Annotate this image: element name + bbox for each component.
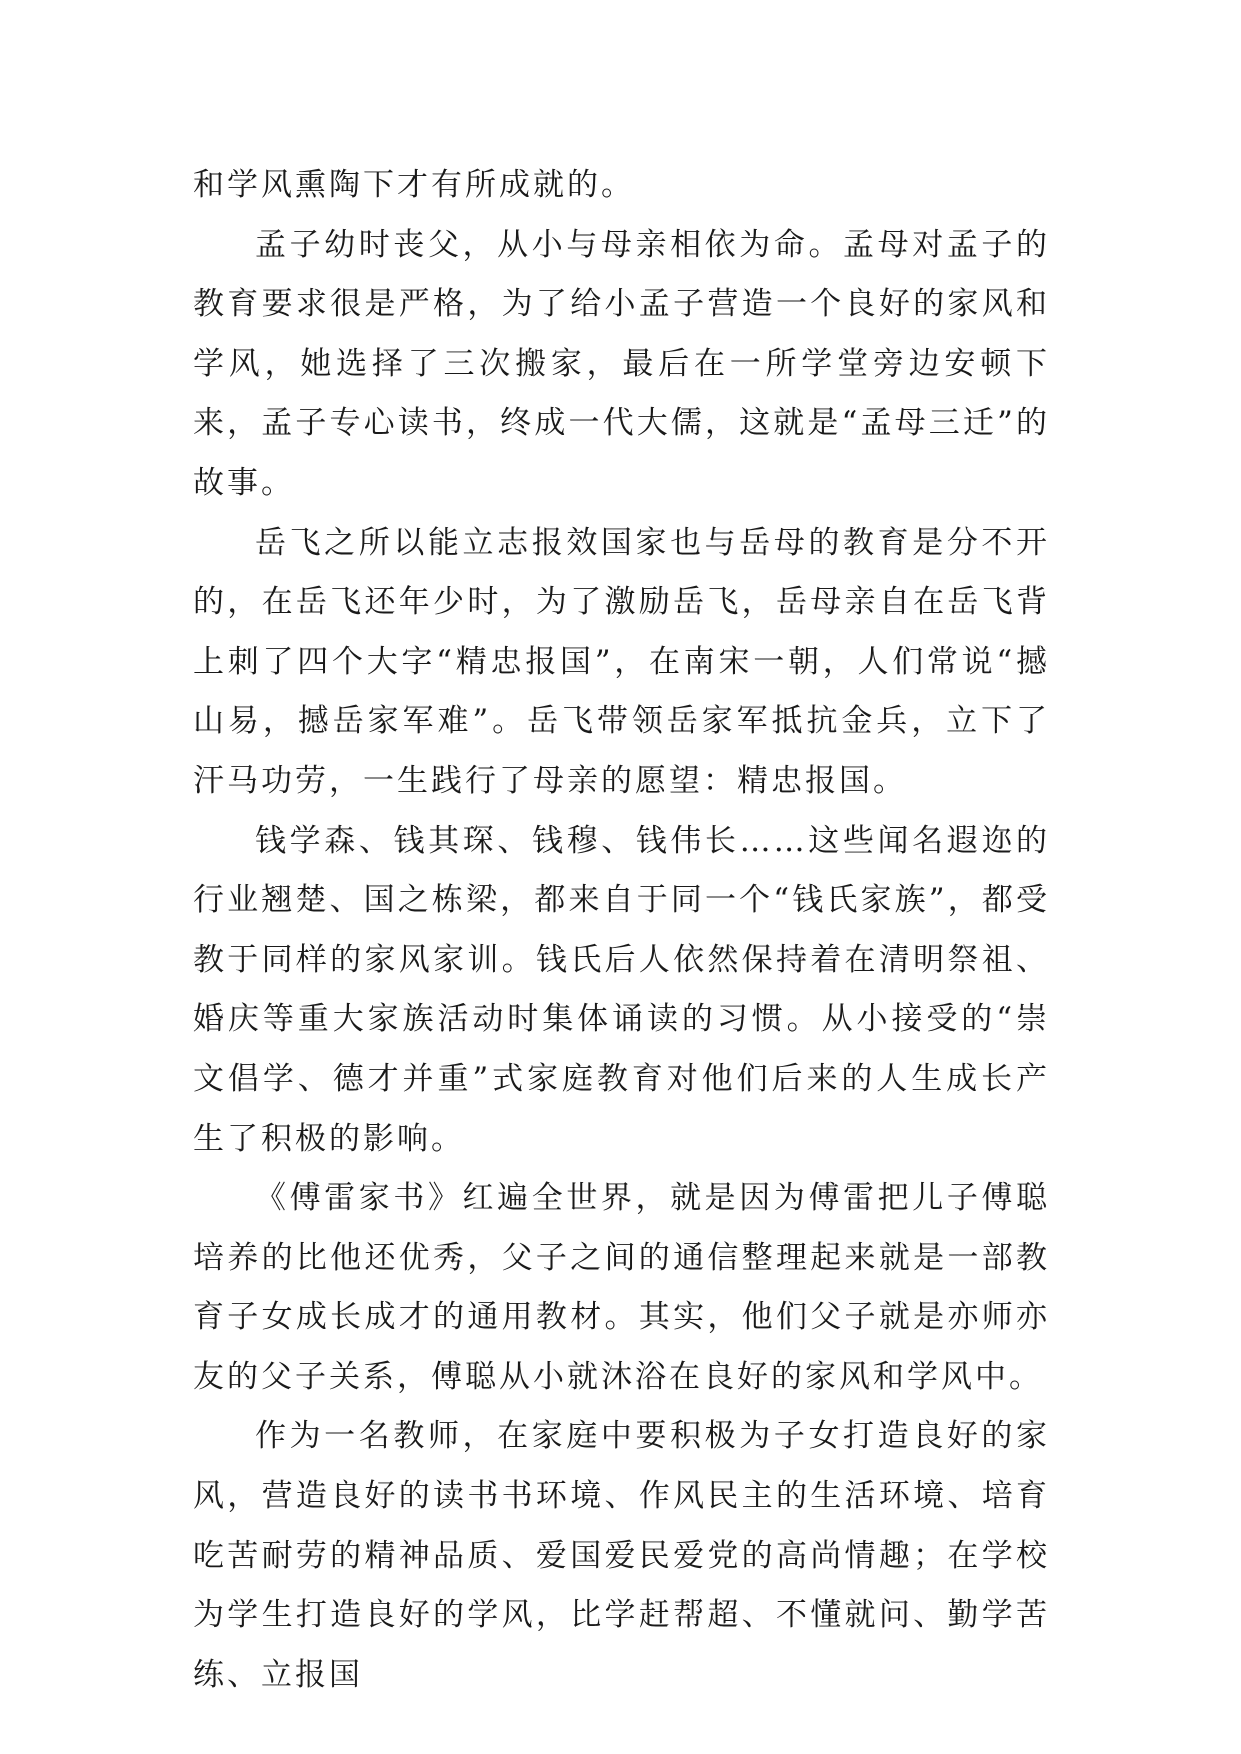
paragraph-continuation: 和学风熏陶下才有所成就的。 bbox=[193, 167, 635, 203]
paragraph-qian-family: 钱学森、钱其琛、钱穆、钱伟长……这些闻名遐迩的行业翘楚、国之栋梁，都来自于同一个“钱氏家族”，都受教于同样的家风家训。钱氏后人依然保持着在清明祭祖、婚庆等重大家族活动时集体诵读的习惯。从小接受的“崇文倡学、德才并重”式家庭教育对他们后来的人生成长产生了积极的影响。 bbox=[193, 822, 1050, 1157]
document-body bbox=[193, 156, 1050, 1705]
paragraph-mencius: 孟子幼时丧父，从小与母亲相依为命。孟母对孟子的教育要求很是严格，为了给小孟子营造一个良好的家风和学风，她选择了三次搬家，最后在一所学堂旁边安顿下来，孟子专心读书，终成一代大儒，这就是“孟母三迁”的故事。 bbox=[193, 226, 1050, 501]
paragraph-fulei: 《傅雷家书》红遍全世界，就是因为傅雷把儿子傅聪培养的比他还优秀，父子之间的通信整理起来就是一部教育子女成长成才的通用教材。其实，他们父子就是亦师亦友的父子关系，傅聪从小就沐浴在良好的家风和学风中。 bbox=[193, 1180, 1050, 1395]
paragraph-yuefei: 岳飞之所以能立志报效国家也与岳母的教育是分不开的，在岳飞还年少时，为了激励岳飞，岳母亲自在岳飞背上刺了四个大字“精忠报国”，在南宋一朝，人们常说“撼山易，撼岳家军难”。岳飞带领岳家军抵抗金兵，立下了汗马功劳，一生践行了母亲的愿望：精忠报国。 bbox=[193, 524, 1050, 799]
paragraph-teacher: 作为一名教师，在家庭中要积极为子女打造良好的家风，营造良好的读书书环境、作风民主的生活环境、培育吃苦耐劳的精神品质、爱国爱民爱党的高尚情趣；在学校为学生打造良好的学风，比学赶帮超、不懂就问、勤学苦练、立报国 bbox=[193, 1418, 1050, 1693]
